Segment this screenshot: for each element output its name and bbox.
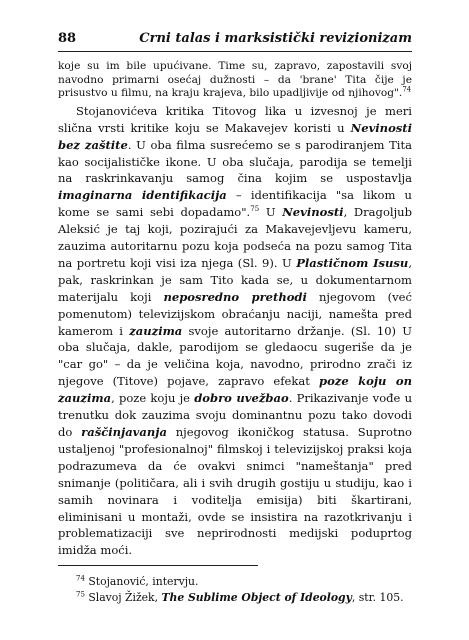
emphasis: raščinjavanja: [81, 425, 167, 439]
emphasis: neposredno prethodi: [163, 289, 307, 304]
footnote-number: 75: [76, 590, 85, 599]
footnote-74: [76, 574, 412, 590]
footnote-ref-75: 75: [250, 205, 260, 214]
text-run: svoje autoritarno držanje. (Sl. 10) U oba slučaja, dakle, parodijom se gledaocu sugeriše da je "car go" – da je veličina koja, navodno, prirodno zrači iz njegove (Titove) pojave, zapravo efekat: [58, 323, 412, 389]
footnote-number: 74: [76, 574, 85, 583]
page-number: 88: [58, 31, 77, 46]
text-run: njegovom (već pomenutom) televizijskom obraćanju naciji, namešta pred kamerom i: [58, 289, 412, 338]
footnote-text: , str. 105.: [351, 591, 404, 604]
text-run: , pak, raskrinkan je sam Tito kada se, u dokumentarnom materijalu koji: [58, 255, 412, 304]
footnote-text: Slavoj Žižek,: [84, 591, 162, 604]
body-paragraph: [58, 103, 412, 559]
emphasis-title: Plastičnom Isusu: [296, 255, 409, 270]
text-run: . Prikazivanje vođe u trenutku dok zauzima svoju dominantnu pozu tako dovodi do: [58, 391, 413, 439]
text-run: U: [259, 205, 283, 220]
block-quote: [58, 60, 412, 101]
running-title: Crni talas i marksistički revizionizam: [139, 31, 412, 46]
text-run: , poze koju je: [111, 391, 195, 406]
emphasis-title: Nevinosti: [282, 205, 344, 220]
footnote-book-title: The Sublime Object of Ideology: [161, 591, 352, 604]
text-run: , Dragoljub Aleksić je taj koji, pozirajući za Makavejevljevu kameru, zauzima autoritarnu pozu koja podseća na pozu samog Tita na portretu koji visi iza njega (Sl. 9). U: [58, 205, 413, 270]
text-run: – identifikacija "sa likom u kome se sami sebi dopadamo".: [58, 188, 412, 220]
quote-text: koje su im bile upućivane. Time su, zapravo, zapostavili svoj navodno primarni osećaj dužnosti – da 'brane' Tita čije je prisustvo u filmu, na kraju krajeva, bilo upadljivije od njihovog".: [58, 60, 412, 100]
emphasis: imaginarna identifikacija: [58, 188, 227, 203]
page-content: [58, 60, 412, 559]
text-run: . U oba filma susrećemo se s parodiranjem Tita kao socijalističke ikone. U oba slučaja, parodija se temelji na raskrinkavanju samog čina kojim se uspostavlja: [58, 137, 413, 186]
footnote-ref-74: 74: [402, 85, 412, 94]
text-run: njegovog ikoničkog statusa. Suprotno ustaljenoj "profesionalnoj" filmskoj i televizijskoj praksi koja podrazumeva da će ovakvi snimci "nameštanja" pred snimanje (političara, ali i svih drugih gostiju u studiju, kao i samih novinara i voditelja emisija) biti škartirani, eliminisani u montaži, ovde se insistira na razotkrivanju i problematizaciji sve neprirodnosti medijski poduprtog imidža moći.: [58, 425, 412, 558]
emphasis: dobro uvežbao: [194, 391, 289, 406]
footnote-text: Stojanović, intervju.: [84, 575, 199, 588]
emphasis-title: Nevinosti bez zaštite: [58, 120, 412, 152]
running-header: [58, 31, 412, 52]
footnote-75: [76, 590, 412, 606]
emphasis: zauzima: [129, 323, 183, 338]
text-run: Stojanovićeva kritika Titovog lika u izvesnoj je meri slična vrsti kritike koju se Makavejev koristi u: [58, 103, 412, 135]
footnotes: [76, 574, 412, 606]
emphasis: poze koju on zauzima: [58, 374, 412, 406]
footnote-divider: [58, 565, 258, 566]
